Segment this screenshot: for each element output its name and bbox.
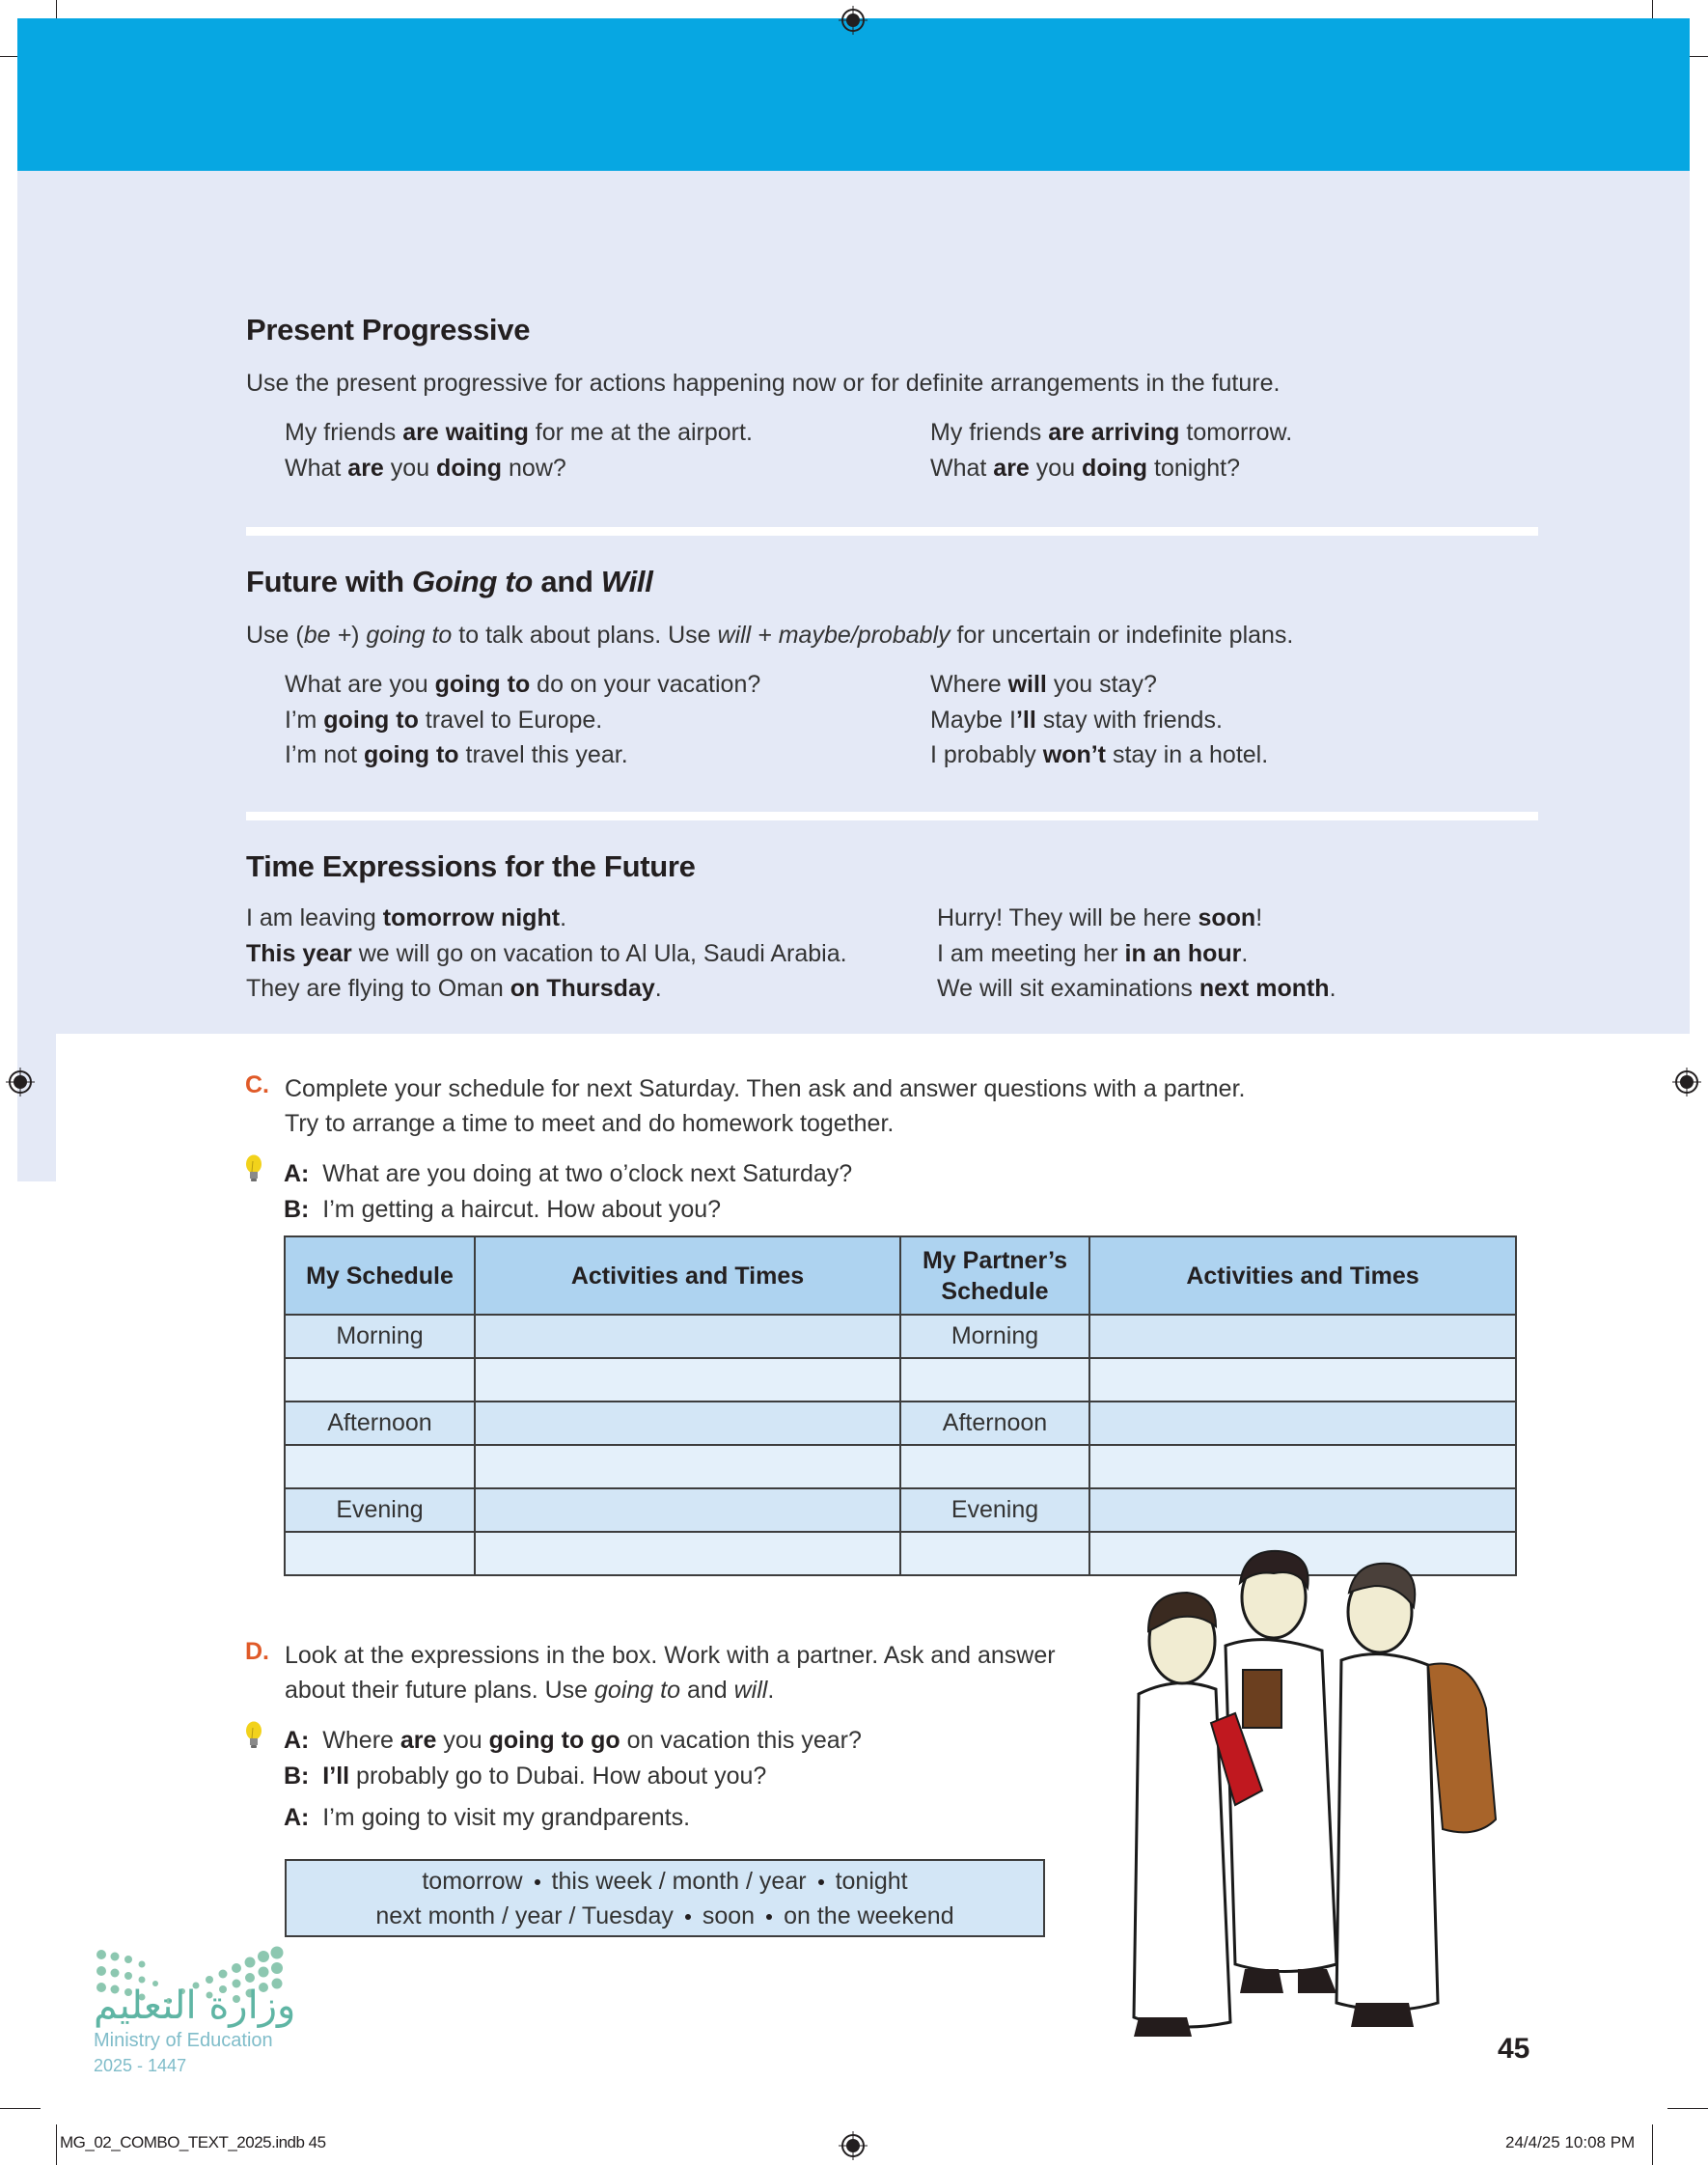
header-activities-times: Activities and Times [1089,1236,1516,1315]
student-right-figure [1336,1564,1496,2027]
exercise-d-instruction [285,1638,1056,1707]
dialog-line: A: What are you doing at two o’clock next Saturday? [284,1160,853,1187]
table-cell [900,1358,1089,1402]
schedule-table [284,1235,1517,1576]
example-line: This year we will go on vacation to Al Ula, Saudi Arabia. [246,939,847,967]
time-expressions-right [937,901,1336,1007]
example-line: I am meeting her in an hour. [937,939,1249,967]
header-my-schedule: My Schedule [285,1236,475,1315]
registration-mark-icon [1672,1068,1701,1096]
footer-file-info: MG_02_COMBO_TEXT_2025.indb 45 [60,2133,326,2151]
header-band [17,18,1690,171]
table-input-cell[interactable] [1089,1488,1516,1532]
table-input-cell[interactable] [1089,1402,1516,1445]
table-cell [285,1445,475,1488]
table-input-cell[interactable] [1089,1445,1516,1488]
exercise-c-letter: C. [245,1071,269,1098]
table-cell: Morning [285,1315,475,1358]
example-line: I’m going to travel to Europe. [285,706,603,734]
example-line: Where will you stay? [930,671,1157,698]
registration-mark-icon [839,2131,868,2160]
dialog-line: B: I’ll probably go to Dubai. How about you? [284,1762,767,1790]
instruction-line: Look at the expressions in the box. Work with a partner. Ask and answer [285,1642,1056,1669]
example-line: I am leaving tomorrow night. [246,904,567,931]
table-row [285,1488,1516,1532]
instruction-line: Try to arrange a time to meet and do homework together. [285,1110,895,1137]
bullet-icon [818,1879,824,1885]
students-illustration [1119,1540,1563,2041]
registration-mark-icon [6,1068,35,1096]
bullet-icon [535,1879,540,1885]
example-line: Hurry! They will be here soon! [937,904,1263,931]
example-line: My friends are arriving tomorrow. [930,419,1293,446]
expression-box [285,1859,1045,1937]
example-line: Maybe I’ll stay with friends. [930,706,1223,734]
example-line: My friends are waiting for me at the airport. [285,419,753,446]
exercise-d-letter: D. [245,1638,269,1665]
present-progressive-examples-right [930,415,1292,486]
example-line: What are you doing now? [285,454,566,482]
expression-line: tomorrow this week / month / year tonight [422,1868,908,1895]
table-input-cell[interactable] [1089,1358,1516,1402]
section-title-future-going-to-will: Future with Going to and Will [246,565,653,598]
table-input-cell[interactable] [475,1532,900,1575]
example-line: What are you doing tonight? [930,454,1240,482]
present-progressive-description: Use the present progressive for actions happening now or for definite arrangements in the future. [246,370,1281,397]
dialog-line: B: I’m getting a haircut. How about you? [284,1195,722,1223]
header-activities-times: Activities and Times [475,1236,900,1315]
ministry-year: 2025 - 1447 [94,2056,187,2075]
future-description: Use (be +) going to to talk about plans. Use will + maybe/probably for uncertain or indefinite plans. [246,622,1294,649]
table-header-row [285,1236,1516,1315]
exercise-c-dialog [284,1156,852,1227]
example-line: We will sit examinations next month. [937,975,1336,1002]
instruction-line: about their future plans. Use going to and will. [285,1677,775,1704]
left-margin-strip [17,1034,56,1181]
lightbulb-icon [245,1721,262,1750]
section-divider [246,812,1538,820]
crop-mark [0,2108,41,2109]
example-line: I’m not going to travel this year. [285,741,628,768]
bullet-icon [685,1914,691,1920]
table-input-cell[interactable] [475,1358,900,1402]
table-row [285,1315,1516,1358]
table-cell: Afternoon [285,1402,475,1445]
exercise-c-instruction [285,1071,1245,1141]
registration-mark-icon [839,6,868,35]
page-number: 45 [1498,2033,1530,2065]
ministry-name-arabic: وزارة التعليم [94,1984,296,2028]
example-line: What are you going to do on your vacation? [285,671,761,698]
dialog-line: A: Where are you going to go on vacation this year? [284,1727,862,1754]
future-examples-right [930,667,1268,773]
table-row [285,1358,1516,1402]
table-input-cell[interactable] [475,1445,900,1488]
table-input-cell[interactable] [475,1315,900,1358]
table-row [285,1402,1516,1445]
section-divider [246,527,1538,536]
time-expressions-left [246,901,847,1007]
table-cell [285,1532,475,1575]
example-line: They are flying to Oman on Thursday. [246,975,662,1002]
present-progressive-examples-left [285,415,753,486]
footer-timestamp: 24/4/25 10:08 PM [1505,2133,1636,2151]
table-cell: Evening [285,1488,475,1532]
header-partner-schedule: My Partner’s Schedule [900,1236,1089,1315]
crop-mark [1652,2124,1653,2165]
ministry-name-english: Ministry of Education [94,2030,273,2051]
exercise-d-dialog [284,1723,862,1836]
crop-mark [56,2124,57,2165]
crop-mark [1667,2108,1708,2109]
table-cell [900,1532,1089,1575]
bullet-icon [766,1914,772,1920]
table-cell [900,1445,1089,1488]
table-cell: Afternoon [900,1402,1089,1445]
example-line: I probably won’t stay in a hotel. [930,741,1269,768]
table-cell: Evening [900,1488,1089,1532]
lightbulb-icon [245,1154,262,1183]
dialog-line: A: I’m going to visit my grandparents. [284,1804,691,1831]
expression-line: next month / year / Tuesday soon on the weekend [375,1902,954,1929]
table-input-cell[interactable] [1089,1315,1516,1358]
table-input-cell[interactable] [475,1488,900,1532]
table-cell [285,1358,475,1402]
table-cell: Morning [900,1315,1089,1358]
section-title-present-progressive: Present Progressive [246,313,531,347]
table-input-cell[interactable] [475,1402,900,1445]
section-title-time-expressions: Time Expressions for the Future [246,849,696,883]
future-examples-left [285,667,760,773]
table-row [285,1445,1516,1488]
instruction-line: Complete your schedule for next Saturday. Then ask and answer questions with a partner. [285,1075,1246,1102]
